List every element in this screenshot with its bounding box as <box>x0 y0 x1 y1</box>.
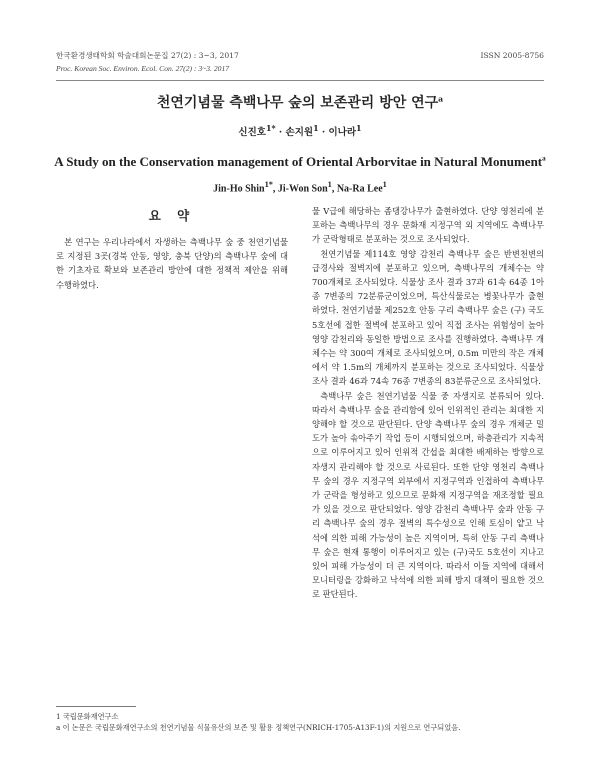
title-english: A Study on the Conservation management of Oriental Arborvitae in Natural Monument$^a$ <box>54 154 546 169</box>
footnote-rule <box>56 706 136 707</box>
footnotes <box>56 711 550 733</box>
abstract-right-column <box>312 204 544 602</box>
journal-citation-ko: 한국환경생태학회 학술대회논문집 27(2) : 3~3, 2017 <box>56 51 239 60</box>
footnote-funding: a 이 논문은 국립문화재연구소의 천연기념물 식물유산의 보존 및 활용 정책연구(NRICH-1705-A13F-1)의 지원으로 연구되었음. <box>56 723 461 732</box>
abstract-left-column <box>56 235 288 292</box>
running-header <box>56 50 544 75</box>
abstract-paragraph: 천연기념물 제114호 영양 감천리 측백나무 숲은 반변천변의 급경사와 절벽지에 분포하고 있으며, 측백나무의 개체수는 약 700개체로 조사되었다. 식물상 조사 결과 37과 61속 64종 1아종 7변종의 72분류군이었으며, 특산식물로는 병꽃나무가 출현하였다. 천연기념물 제252호 안동 구리 측백나무 숲은 (구) 국도 5호선에 접한 절벽에 분포하고 있어 직접 조사는 위험성이 높아 영양 감천리와 동일한 방법으로 조사를 진행하였다. 측백나무 개체수는 약 300여 개체로 조사되었으며, 0.5m 미만의 작은 개체에서 약 1.5m의 개체까지 분포하는 것으로 조사되었다. 식물상 조사 결과 46과 74속 76종 7변종의 83분류군으로 조사되었다. <box>312 248 544 387</box>
abstract-paragraph: 본 연구는 우리나라에서 자생하는 측백나무 숲 중 천연기념물로 지정된 3곳(경북 안동, 영양, 충북 단양)의 측백나무 숲에 대한 기초자료 확보와 보존관리 방안에 대한 정책적 제안을 위해 수행하였다. <box>56 237 288 290</box>
abstract-paragraph: 물 V급에 해당하는 좀댕강나무가 출현하였다. 단양 영천리에 분포하는 측백나무의 경우 문화재 지정구역 외 지역에도 측백나무가 군락형태로 분포하는 것으로 조사되었다. <box>312 206 544 245</box>
abstract-paragraph: 측백나무 숲은 천연기념물 식물 중 자생지로 분류되어 있다. 따라서 측백나무 숲을 관리함에 있어 인위적인 관리는 최대한 지양해야 할 것으로 판단된다. 단양 측백나무 숲의 경우 개체군 밀도가 높아 솎아주기 작업 등이 시행되었으며, 하층관리가 지속적으로 이루어지고 있어 인위적 간섭을 최대한 배제하는 방향으로 자생지 관리해야 할 것으로 사료된다. 또한 단양 영천리 측백나무 숲의 경우 지정구역 외부에서 지정구역과 인접하여 측백나무가 군락을 형성하고 있으므로 문화재 지정구역을 재조정할 필요가 있을 것으로 판단되었다. 영양 감천리 측백나무 숲과 안동 구리 측백나무 숲의 경우 절벽의 특수성으로 인해 토심이 얕고 낙석에 의한 피해 가능성이 높은 지역이며, 특히 안동 구리 측백나무 숲은 현재 통행이 이루어지고 있는 (구)국도 5호선이 지나고 있어 피해 가능성이 더 큰 지역이다. 따라서 이들 지역에 대해서 모니터링을 강화하고 낙석에 의한 피해 방지 대책이 필요한 것으로 판단된다. <box>312 390 544 600</box>
authors-english: Jin-Ho Shin$^{1*}$, Ji-Won Son$^1$, Na-Ra Lee$^1$ <box>213 180 387 195</box>
header-rule <box>56 80 544 81</box>
journal-citation-en: Proc. Korean Soc. Environ. Ecol. Con. 27(2) : 3~3. 2017 <box>56 63 230 73</box>
title-korean: 천연기념물 측백나무 숲의 보존관리 방안 연구$^a$ <box>156 94 444 111</box>
footnote-affiliation: 1 국립문화재연구소 <box>56 712 119 721</box>
issn: ISSN 2005-8756 <box>480 51 544 60</box>
authors-korean: 신진호$^{1*}$ · 손지원$^1$ · 이나라$^1$ <box>238 124 362 139</box>
abstract-heading: 요 약 <box>148 208 196 223</box>
